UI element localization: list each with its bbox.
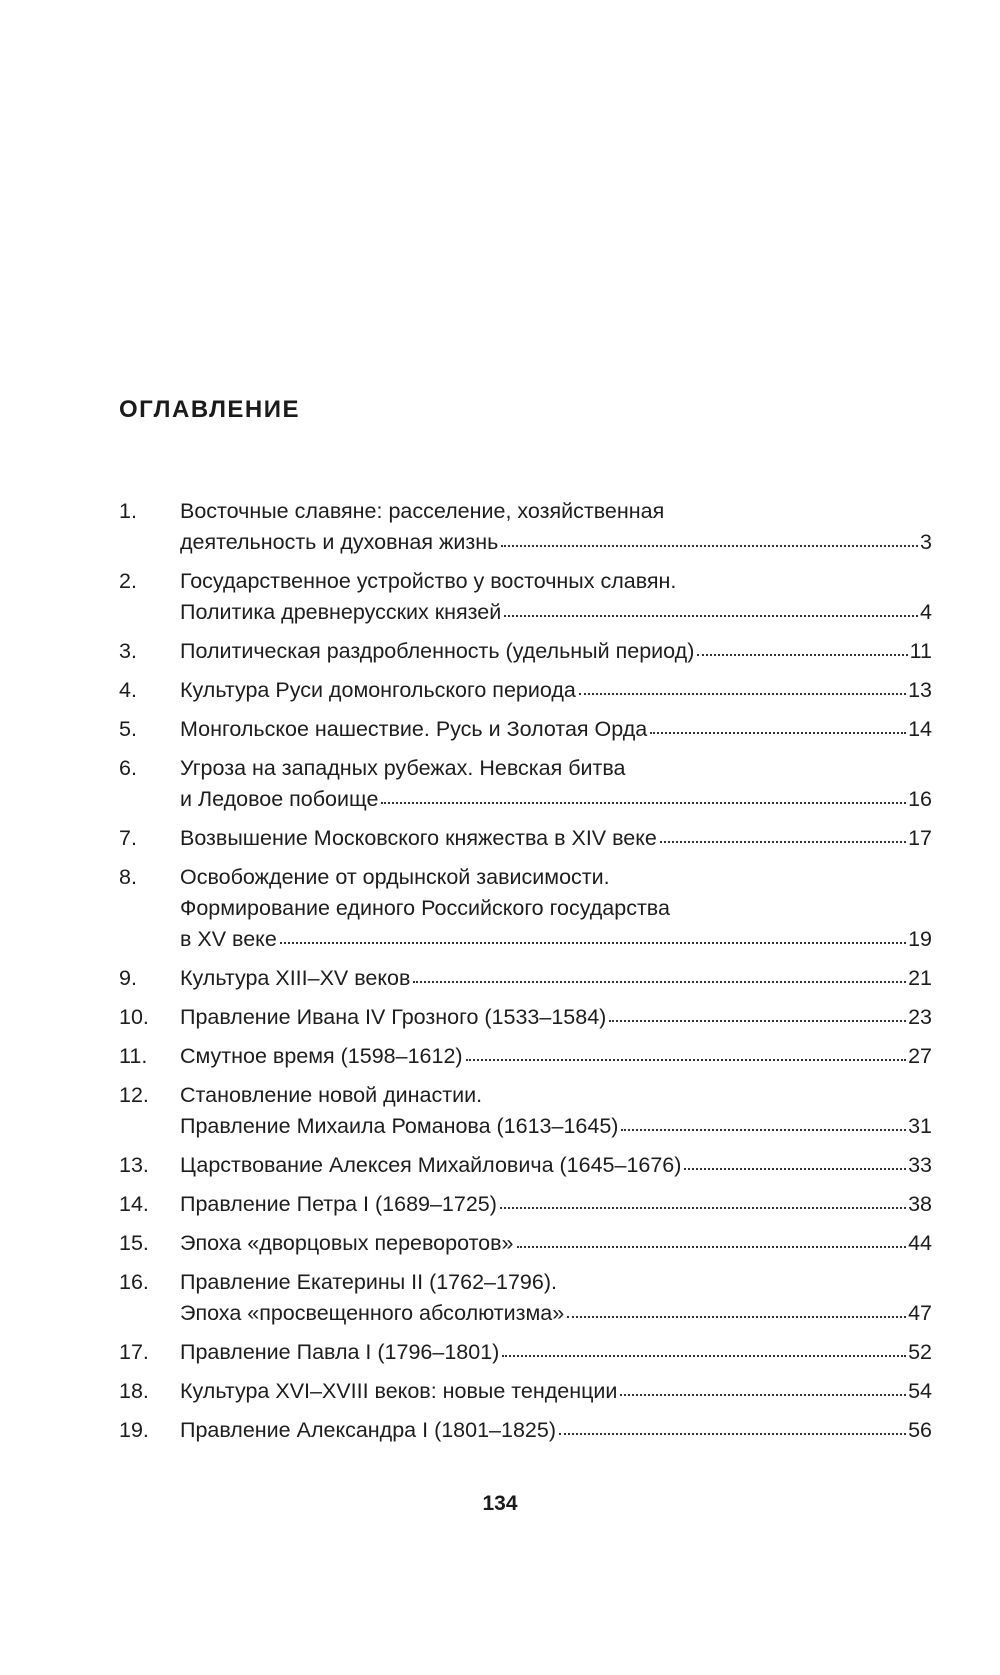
toc-entry-body <box>180 1002 932 1033</box>
toc-entry-title-line: Правление Ивана IV Грозного (1533–1584) <box>180 1005 607 1029</box>
toc-entry-number: 18. <box>119 1379 149 1403</box>
toc-entry-last-line <box>180 597 932 628</box>
toc-entry-page: 38 <box>908 1192 932 1216</box>
toc-entry-title-line: в XV веке <box>180 927 277 951</box>
toc-entry-title-line: деятельность и духовная жизнь <box>180 530 499 554</box>
toc-entry <box>119 714 932 745</box>
toc-entry-body <box>180 823 932 854</box>
toc-entry-number: 9. <box>119 966 137 990</box>
toc-entry <box>119 675 932 706</box>
toc-entry-last-line <box>180 1002 932 1033</box>
toc-entry-body <box>180 1415 932 1446</box>
toc-entry-title-line: Правление Михаила Романова (1613–1645) <box>180 1114 619 1138</box>
toc-dot-leader <box>620 1394 906 1396</box>
toc-title: ОГЛАВЛЕНИЕ <box>119 396 301 423</box>
toc-dot-leader <box>684 1168 906 1170</box>
toc-entry <box>119 1415 932 1446</box>
toc-entry-page: 17 <box>908 826 932 850</box>
toc-entry-page: 13 <box>908 678 932 702</box>
toc-entry-last-line <box>180 636 932 667</box>
toc-entry-title-line: Освобождение от ордынской зависимости. <box>180 865 610 889</box>
toc-entry <box>119 963 932 994</box>
toc-entry-number: 16. <box>119 1270 149 1294</box>
toc-entry <box>119 1337 932 1368</box>
toc-entry-title-line: Государственное устройство у восточных славян. <box>180 569 677 593</box>
toc-entry-number: 15. <box>119 1231 149 1255</box>
toc-entry-number: 11. <box>119 1044 148 1068</box>
toc-dot-leader <box>559 1433 906 1435</box>
toc-entry-title-line: Культура Руси домонгольского периода <box>180 678 576 702</box>
toc-entry-page: 44 <box>908 1231 932 1255</box>
toc-entry-number: 3. <box>119 639 137 663</box>
toc-entry <box>119 1080 932 1142</box>
toc-entry-page: 33 <box>908 1153 932 1177</box>
toc-entry-last-line <box>180 1376 932 1407</box>
toc-entry-page: 14 <box>908 717 932 741</box>
toc-entry-title-line: Смутное время (1598–1612) <box>180 1044 463 1068</box>
toc-entry-number: 8. <box>119 865 137 889</box>
toc-entry-title-line: Правление Петра I (1689–1725) <box>180 1192 497 1216</box>
toc-entry <box>119 636 932 667</box>
toc-entry-last-line <box>180 784 932 815</box>
toc-entry-last-line <box>180 1189 932 1220</box>
toc-entry-number: 2. <box>119 569 137 593</box>
toc-entry-last-line <box>180 1415 932 1446</box>
toc-entry-last-line <box>180 1298 932 1329</box>
toc-entry-title-line: Возвышение Московского княжества в XIV веке <box>180 826 657 850</box>
toc-entry-title-line: Политика древнерусских князей <box>180 600 502 624</box>
toc-entry-number: 1. <box>119 499 137 523</box>
toc-entry-last-line <box>180 1041 932 1072</box>
toc-entry-title-line: Монгольское нашествие. Русь и Золотая Орда <box>180 717 648 741</box>
toc-entry-last-line <box>180 924 932 955</box>
toc-entry-body <box>180 1376 932 1407</box>
toc-dot-leader <box>501 545 918 547</box>
toc-entry-page: 11 <box>909 639 932 663</box>
toc-entry-page: 31 <box>908 1114 932 1138</box>
toc-entry-page: 47 <box>908 1301 932 1325</box>
toc-entry-body <box>180 1228 932 1259</box>
toc-dot-leader <box>381 802 906 804</box>
toc-entry-last-line <box>180 1111 932 1142</box>
toc-entry-page: 27 <box>908 1044 932 1068</box>
toc-entry-title-line: Формирование единого Российского государства <box>180 896 670 920</box>
toc-entry <box>119 496 932 558</box>
toc-entry <box>119 566 932 628</box>
toc-entry-page: 4 <box>920 600 932 624</box>
toc-entry-body <box>180 1267 932 1329</box>
toc-entry-page: 56 <box>908 1418 932 1442</box>
toc-dot-leader <box>500 1207 906 1209</box>
toc-entry <box>119 862 932 955</box>
toc-entry-body <box>180 1189 932 1220</box>
toc-entry-title-line: Эпоха «дворцовых переворотов» <box>180 1231 514 1255</box>
toc-dot-leader <box>621 1129 906 1131</box>
toc-entry-number: 6. <box>119 756 137 780</box>
toc-entry <box>119 1267 932 1329</box>
toc-entry-body <box>180 1337 932 1368</box>
toc-entry-last-line <box>180 1150 932 1181</box>
toc-entry-body <box>180 1041 932 1072</box>
toc-entry <box>119 1041 932 1072</box>
toc-dot-leader <box>697 654 907 656</box>
toc-entry-body <box>180 753 932 815</box>
toc-entry-body <box>180 566 932 628</box>
toc-dot-leader <box>650 732 906 734</box>
toc-entry-title-line: Правление Павла I (1796–1801) <box>180 1340 500 1364</box>
toc-entry-title-line: и Ледовое побоище <box>180 787 379 811</box>
toc-entry-page: 54 <box>908 1379 932 1403</box>
toc-entry <box>119 1189 932 1220</box>
toc-entry-page: 52 <box>908 1340 932 1364</box>
toc-dot-leader <box>660 841 906 843</box>
toc-entry-title-line: Становление новой династии. <box>180 1083 483 1107</box>
toc-entry-number: 10. <box>119 1005 149 1029</box>
page-number: 134 <box>482 1492 518 1515</box>
toc-dot-leader <box>413 981 906 983</box>
toc-entry-page: 21 <box>908 966 932 990</box>
toc-entry <box>119 1150 932 1181</box>
toc-entry-number: 17. <box>119 1340 149 1364</box>
toc-dot-leader <box>502 1355 906 1357</box>
toc-entry <box>119 1002 932 1033</box>
toc-entry-number: 5. <box>119 717 137 741</box>
toc-entry-body <box>180 496 932 558</box>
toc-entry-page: 23 <box>908 1005 932 1029</box>
toc-dot-leader <box>504 615 918 617</box>
toc-entry-last-line <box>180 714 932 745</box>
toc-entry-title-line: Правление Екатерины II (1762–1796). <box>180 1270 557 1294</box>
toc-entry-body <box>180 636 932 667</box>
toc-dot-leader <box>517 1246 907 1248</box>
toc-entry <box>119 1228 932 1259</box>
toc-entry-title-line: Восточные славяне: расселение, хозяйственная <box>180 499 665 523</box>
toc-dot-leader <box>609 1020 906 1022</box>
toc-entry-title-line: Культура XIII–XV веков <box>180 966 411 990</box>
toc-dot-leader <box>280 942 906 944</box>
toc-entry-body <box>180 714 932 745</box>
toc-entry-number: 4. <box>119 678 137 702</box>
toc-dot-leader <box>567 1316 906 1318</box>
toc-dot-leader <box>579 693 906 695</box>
toc-entry-number: 19. <box>119 1418 149 1442</box>
toc-entry-title-line: Культура XVI–XVIII веков: новые тенденции <box>180 1379 618 1403</box>
toc-entry-title-line: Царствование Алексея Михайловича (1645–1676) <box>180 1153 682 1177</box>
toc-entry-last-line <box>180 963 932 994</box>
toc-entry <box>119 823 932 854</box>
toc-entry-page: 16 <box>908 787 932 811</box>
toc-list <box>119 496 932 1454</box>
toc-entry <box>119 753 932 815</box>
toc-entry-last-line <box>180 527 932 558</box>
toc-entry-page: 19 <box>908 927 932 951</box>
toc-entry-body <box>180 963 932 994</box>
toc-entry-title-line: Правление Александра I (1801–1825) <box>180 1418 556 1442</box>
toc-entry-number: 13. <box>119 1153 149 1177</box>
toc-entry-number: 14. <box>119 1192 149 1216</box>
toc-dot-leader <box>466 1059 907 1061</box>
toc-entry-last-line <box>180 1337 932 1368</box>
toc-entry-number: 12. <box>119 1083 149 1107</box>
toc-entry-title-line: Эпоха «просвещенного абсолютизма» <box>180 1301 565 1325</box>
toc-entry-title-line: Политическая раздробленность (удельный период) <box>180 639 695 663</box>
toc-entry-last-line <box>180 1228 932 1259</box>
toc-entry-title-line: Угроза на западных рубежах. Невская битва <box>180 756 626 780</box>
toc-entry-body <box>180 675 932 706</box>
toc-entry-last-line <box>180 823 932 854</box>
toc-entry-last-line <box>180 675 932 706</box>
toc-entry <box>119 1376 932 1407</box>
toc-entry-body <box>180 862 932 955</box>
toc-entry-page: 3 <box>920 530 932 554</box>
toc-entry-body <box>180 1150 932 1181</box>
toc-entry-body <box>180 1080 932 1142</box>
toc-entry-number: 7. <box>119 826 137 850</box>
